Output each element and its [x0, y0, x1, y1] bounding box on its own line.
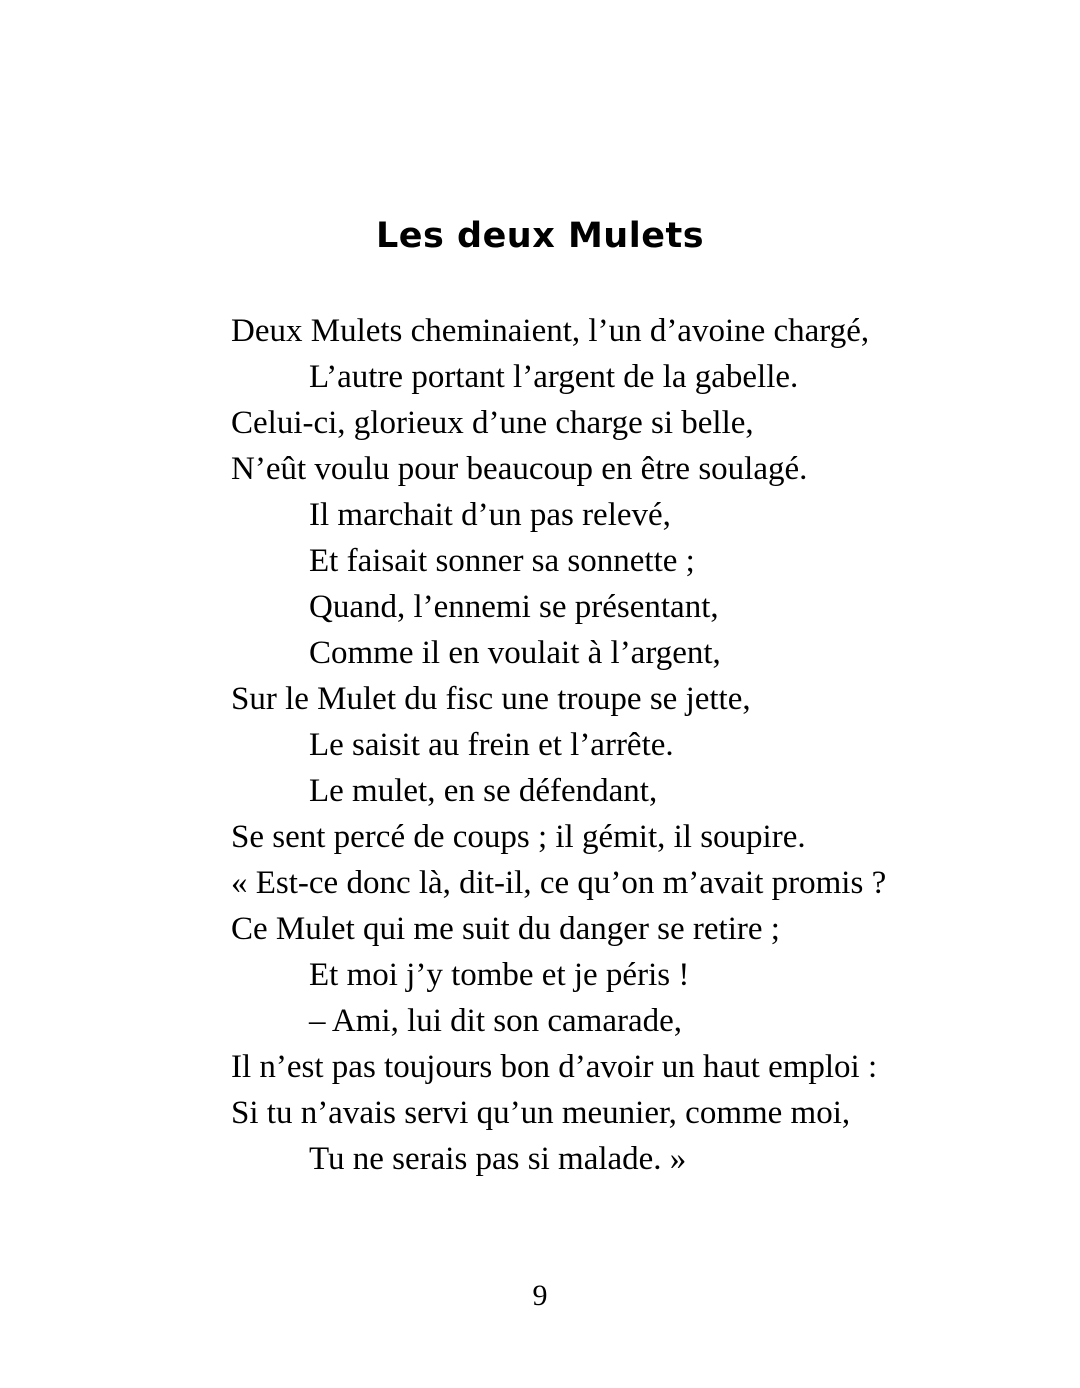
verse-line: Sur le Mulet du fisc une troupe se jette,	[231, 681, 751, 717]
verse-line: Si tu n’avais servi qu’un meunier, comme moi,	[231, 1095, 851, 1131]
verse-line: Celui-ci, glorieux d’une charge si belle,	[231, 405, 754, 441]
page-title: Les deux Mulets	[375, 216, 705, 256]
verse-line: Il n’est pas toujours bon d’avoir un haut emploi :	[231, 1049, 878, 1085]
page-number: 9	[532, 1279, 548, 1312]
poem-body	[231, 308, 1011, 1182]
verse-line: Le saisit au frein et l’arrête.	[309, 727, 674, 763]
verse-line: « Est-ce donc là, dit-il, ce qu’on m’avait promis ?	[231, 865, 887, 901]
verse-line: Et moi j’y tombe et je péris !	[309, 957, 690, 993]
verse-line: Le mulet, en se défendant,	[309, 773, 658, 809]
verse-line: Il marchait d’un pas relevé,	[309, 497, 671, 533]
verse-line: Et faisait sonner sa sonnette ;	[309, 543, 695, 579]
verse-line: Se sent percé de coups ; il gémit, il soupire.	[231, 819, 806, 855]
verse-line: N’eût voulu pour beaucoup en être soulagé.	[231, 451, 808, 487]
verse-line: – Ami, lui dit son camarade,	[309, 1003, 683, 1039]
verse-line: Quand, l’ennemi se présentant,	[309, 589, 719, 625]
verse-line: Tu ne serais pas si malade. »	[309, 1141, 687, 1177]
verse-line: Ce Mulet qui me suit du danger se retire ;	[231, 911, 780, 947]
verse-line: Comme il en voulait à l’argent,	[309, 635, 721, 671]
verse-line: L’autre portant l’argent de la gabelle.	[309, 359, 799, 395]
verse-line: Deux Mulets cheminaient, l’un d’avoine chargé,	[231, 313, 870, 349]
